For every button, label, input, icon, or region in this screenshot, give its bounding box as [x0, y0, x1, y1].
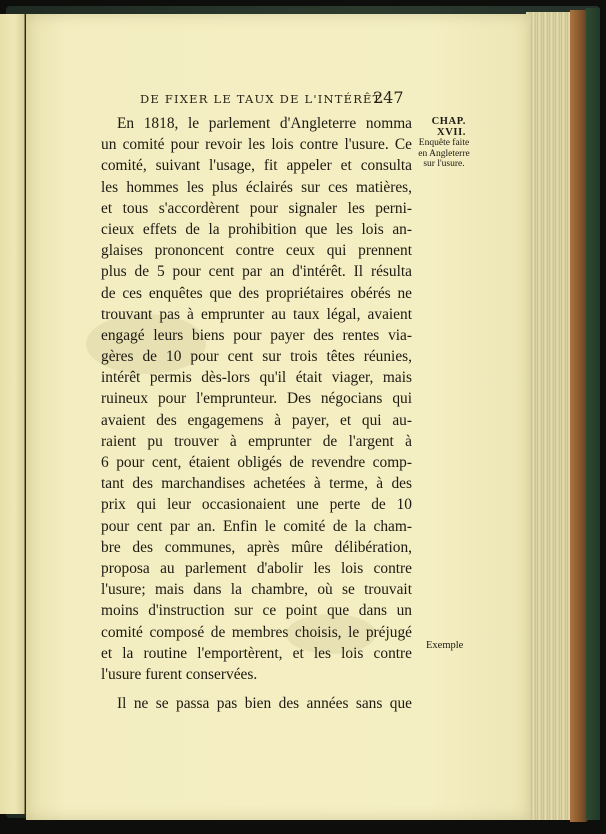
text-line: les hommes les plus éclairés sur ces matières, [101, 178, 412, 196]
text-line: pour cent par an. Enfin le comité de la cham- [101, 517, 412, 535]
marginal-note-line: Enquête faite [418, 138, 470, 148]
text-line: 6 pour cent, étaient obligés de revendre comp- [101, 454, 412, 471]
text-line: un comité pour revoir les lois contre l'usure. Ce [101, 136, 412, 154]
text-line: comité composé de membres choisis, le préjugé [101, 623, 412, 641]
marginal-note [400, 116, 480, 170]
text-line: cieux effets de la prohibition que les lois an- [101, 220, 412, 238]
text-line: avaient des engagemens à payer, et qui au- [101, 411, 412, 429]
text-line: engagé leurs biens pour payer des rentes via- [101, 326, 412, 344]
text-line: comité, suivant l'usage, fit appeler et consulta [101, 157, 412, 175]
text-line: ruineux pour l'emprunteur. Des négocians qui [101, 390, 412, 408]
text-line: gères de 10 pour cent sur trois têtes réunies, [101, 348, 412, 366]
marginal-note-exemple: Exemple [426, 640, 464, 651]
text-line: glaises prononcent contre ceux qui prennent [101, 242, 412, 260]
marginal-note-line: sur l'usure. [423, 159, 465, 169]
text-line: intérêt permis dès-lors qu'il était viager, mais [101, 369, 412, 387]
text-line: Il ne se passa pas bien des années sans que [117, 695, 412, 713]
text-line: proposa au parlement d'abolir les lois contre [101, 559, 412, 577]
text-line: prix qui leur occasionaient une perte de 10 [101, 496, 412, 514]
cover-cloth-right [586, 8, 600, 820]
page-fore-edges [526, 12, 574, 820]
text-line: trouvant pas à emprunter au taux légal, avaient [101, 305, 412, 323]
text-line: En 1818, le parlement d'Angleterre nomma [117, 115, 412, 132]
text-line: moins d'instruction sur ce point que dans un [101, 602, 412, 620]
text-line: l'usure; mais dans la chambre, où se trouvait [101, 581, 412, 599]
chapter-label: CHAP. XVII. [431, 116, 466, 138]
text-line: bre des communes, après mûre délibération, [101, 538, 412, 556]
text-line: plus de 5 pour cent par an d'intérêt. Il résulta [101, 263, 412, 281]
main-text [101, 113, 412, 714]
running-head: DE FIXER LE TAUX DE L'INTÉRÊT. [140, 92, 385, 106]
text-line: tant des marchandises achetées à terme, à des [101, 475, 412, 493]
text-line: raient pu trouver à emprunter de l'argent à [101, 432, 412, 450]
text-line: et tous s'accordèrent pour signaler les perni- [101, 199, 412, 217]
text-line: et la routine l'emportèrent, et les lois contre [101, 644, 412, 662]
text-line: l'usure furent conservées. [101, 665, 258, 683]
left-page-edge [0, 14, 25, 814]
page-number: 247 [373, 88, 404, 107]
marginal-note-line: en Angleterre [418, 148, 470, 159]
paragraph-gap [101, 685, 412, 693]
text-line: de ces enquêtes que des propriétaires obérés ne [101, 284, 412, 302]
